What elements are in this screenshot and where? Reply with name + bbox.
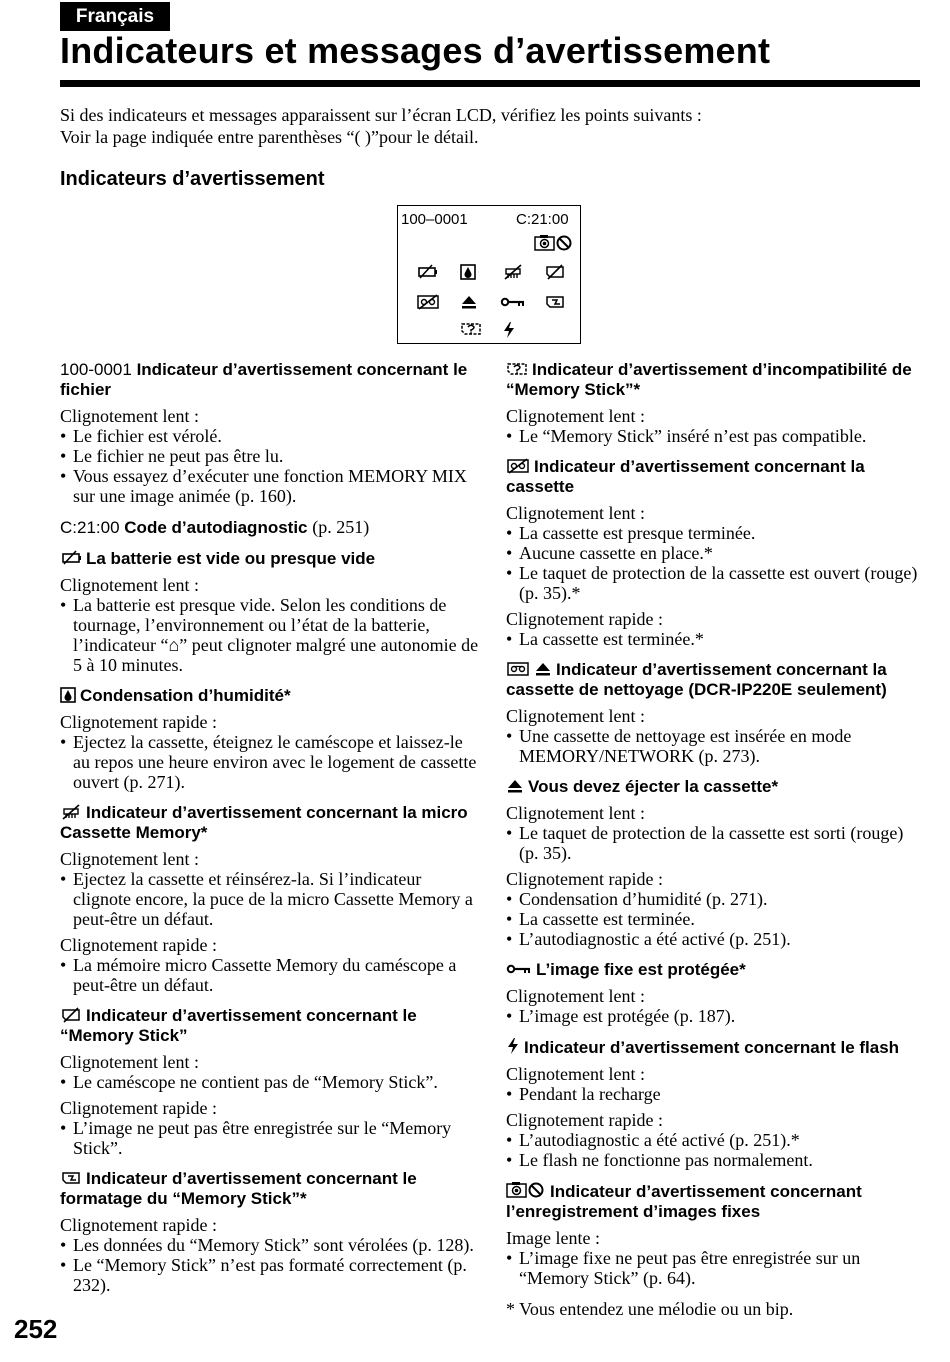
bullet-item: • Ejectez la cassette, éteignez le caméscope et laissez-le au repos une heure environ avec le logement de cassette ouvert (p. 271).: [60, 732, 480, 792]
bullet-list: [60, 1235, 480, 1295]
blink-rate-label: Clignotement lent :: [60, 849, 199, 869]
blink-rate-group: [506, 706, 921, 766]
blink-rate-group: [60, 1052, 480, 1092]
bullet-list: [60, 1072, 480, 1092]
warning-entry: [60, 549, 480, 675]
bullet-list: [506, 523, 921, 603]
bullet-item: • Le taquet de protection de la cassette est ouvert (rouge) (p. 35).*: [506, 563, 921, 603]
blink-rate-group: [506, 609, 921, 649]
bullet-item: • Le caméscope ne contient pas de “Memory Stick”.: [60, 1072, 480, 1092]
warning-entry-title: [506, 457, 921, 497]
cassette-memory-icon: [60, 803, 86, 822]
eject-icon: [506, 777, 528, 796]
cassette-icon: [506, 457, 534, 476]
bullet-list: [60, 732, 480, 792]
language-tag: Français: [60, 2, 170, 31]
warning-entry: [506, 1037, 921, 1170]
bullet-list: [60, 869, 480, 929]
bullet-item: • Le “Memory Stick” inséré n’est pas compatible.: [506, 426, 921, 446]
blink-rate-group: [506, 986, 921, 1026]
bullet-list: [506, 1130, 921, 1170]
blink-rate-group: [506, 406, 921, 446]
bullet-item: • L’image ne peut pas être enregistrée sur le “Memory Stick”.: [60, 1118, 480, 1158]
warning-entry-title: [60, 1006, 480, 1046]
bullet-item: • Les données du “Memory Stick” sont vérolées (p. 128).: [60, 1235, 480, 1255]
entry-title-text: La batterie est vide ou presque vide: [86, 549, 376, 568]
blink-rate-group: [60, 1098, 480, 1158]
blink-rate-label: Clignotement lent :: [60, 575, 199, 595]
blink-rate-group: [60, 935, 480, 995]
warning-entry-title: [60, 686, 480, 706]
right-column: [506, 360, 921, 1319]
bullet-list: [506, 823, 921, 863]
key-icon: [506, 960, 536, 979]
bullet-list: [506, 426, 921, 446]
entry-title-text: Indicateur d’avertissement concernant l’enregistrement d’images fixes: [506, 1182, 862, 1221]
memory-stick-icon: [544, 264, 566, 282]
bullet-item: • Aucune cassette en place.*: [506, 543, 921, 563]
warning-entry: [506, 960, 921, 1026]
blink-rate-label: Clignotement rapide :: [506, 1110, 663, 1130]
blink-rate-group: [60, 712, 480, 792]
bullet-list: [60, 1118, 480, 1158]
bullet-list: [506, 889, 921, 949]
blink-rate-group: [506, 869, 921, 949]
bullet-item: • Le fichier ne peut pas être lu.: [60, 446, 480, 466]
intro-line-2: Voir la page indiquée entre parenthèses “( )”pour le détail.: [60, 127, 479, 147]
entry-title-text: Indicateur d’avertissement concernant la micro Cassette Memory*: [60, 803, 468, 842]
blink-rate-group: [60, 849, 480, 929]
warning-entry: [506, 360, 921, 446]
memory-stick-icon: [60, 1006, 86, 1025]
blink-rate-label: Clignotement lent :: [506, 706, 645, 726]
bullet-list: [506, 726, 921, 766]
memory-stick-incompatible-icon: [460, 321, 482, 339]
bullet-item: • La mémoire micro Cassette Memory du caméscope a peut-être un défaut.: [60, 955, 480, 995]
bullet-item: • Le fichier est vérolé.: [60, 426, 480, 446]
warning-entry-title: [506, 660, 921, 700]
blink-rate-label: Clignotement rapide :: [60, 935, 217, 955]
entry-prefix-code: 100-0001: [60, 360, 132, 379]
key-icon: [500, 294, 526, 312]
blink-rate-label: Clignotement lent :: [506, 406, 645, 426]
bullet-item: • La batterie est presque vide. Selon les conditions de tournage, l’environnement ou l’état de la batterie, l’indicateur “⌂” peut clignoter malgré une autonomie de 5 à 10 minutes.: [60, 595, 480, 675]
warning-entry-title: [506, 1181, 921, 1222]
warning-entry-title: [506, 360, 921, 400]
battery-empty-icon: [416, 264, 438, 282]
warning-entry: [60, 803, 480, 995]
eject-icon: [534, 660, 556, 679]
bullet-list: [506, 629, 921, 649]
entry-prefix-code: C:21:00: [60, 518, 120, 537]
blink-rate-group: [60, 575, 480, 675]
bullet-item: • Ejectez la cassette et réinsérez-la. Si l’indicateur clignote encore, la puce de la micro Cassette Memory a peut-être un défaut.: [60, 869, 480, 929]
blink-rate-group: [60, 406, 480, 506]
warning-entry-title: [506, 1037, 921, 1058]
cassette-memory-icon: [502, 264, 524, 282]
blink-rate-label: Clignotement rapide :: [60, 712, 217, 732]
flash-icon: [506, 1038, 524, 1057]
blink-rate-group: [506, 503, 921, 603]
entry-title-text: Indicateur d’avertissement concernant le flash: [524, 1038, 900, 1057]
bullet-item: • La cassette est terminée.: [506, 909, 921, 929]
bullet-item: • Vous essayez d’exécuter une fonction MEMORY MIX sur une image animée (p. 160).: [60, 466, 480, 506]
bullet-item: • L’autodiagnostic a été activé (p. 251).: [506, 929, 921, 949]
entry-title-text: Vous devez éjecter la cassette*: [528, 777, 779, 796]
screen-self-diagnosis-code: C:21:00: [516, 211, 569, 228]
section-heading: Indicateurs d’avertissement: [60, 168, 325, 190]
entry-title-text: Condensation d’humidité*: [80, 686, 291, 705]
blink-rate-group: [506, 1064, 921, 1104]
entry-title-text: Indicateur d’avertissement d’incompatibilité de “Memory Stick”*: [506, 360, 912, 399]
screen-file-number: 100–0001: [401, 211, 468, 228]
flash-icon: [502, 321, 524, 339]
blink-rate-group: [506, 1110, 921, 1170]
left-column: [60, 360, 480, 1306]
warning-entry: [60, 1006, 480, 1158]
warning-entry: [60, 686, 480, 792]
warning-entry-title: [60, 803, 480, 843]
intro-text: [60, 104, 880, 148]
blink-rate-label: Clignotement rapide :: [60, 1215, 217, 1235]
bullet-list: [506, 1248, 921, 1288]
eject-icon: [460, 294, 482, 312]
page-number: 252: [14, 1314, 58, 1344]
blink-rate-label: Clignotement lent :: [506, 803, 645, 823]
bullet-list: [60, 426, 480, 506]
bullet-list: [506, 1006, 921, 1026]
entry-title-text: L’image fixe est protégée*: [536, 960, 746, 979]
warning-entry: [506, 1181, 921, 1288]
bullet-item: • La cassette est terminée.*: [506, 629, 921, 649]
warning-entry: [506, 777, 921, 949]
blink-rate-group: [506, 1228, 921, 1288]
battery-empty-icon: [60, 549, 86, 568]
cleaning-cassette-icon: [506, 660, 534, 679]
bullet-list: [60, 955, 480, 995]
blink-rate-label: Clignotement lent :: [506, 986, 645, 1006]
cassette-icon: [416, 294, 438, 312]
bullet-item: • Le taquet de protection de la cassette est sorti (rouge) (p. 35).: [506, 823, 921, 863]
footnote: * Vous entendez une mélodie ou un bip.: [506, 1299, 794, 1319]
bullet-item: • Le flash ne fonctionne pas normalement.: [506, 1150, 921, 1170]
blink-rate-group: [506, 803, 921, 863]
bullet-item: • L’autodiagnostic a été activé (p. 251).*: [506, 1130, 921, 1150]
blink-rate-label: Image lente :: [506, 1228, 600, 1248]
entry-title-text: Indicateur d’avertissement concernant la cassette: [506, 457, 865, 496]
bullet-item: • L’image fixe ne peut pas être enregistrée sur un “Memory Stick” (p. 64).: [506, 1248, 921, 1288]
warning-entry-title: [60, 517, 480, 538]
condensation-icon: [460, 264, 482, 282]
lcd-screen-diagram: [397, 205, 581, 344]
blink-rate-group: [60, 1215, 480, 1295]
condensation-icon: [60, 686, 80, 705]
warning-entry-title: [506, 777, 921, 797]
entry-page-ref: (p. 251): [312, 517, 370, 537]
blink-rate-label: Clignotement rapide :: [506, 609, 663, 629]
blink-rate-label: Clignotement rapide :: [60, 1098, 217, 1118]
bullet-list: [60, 595, 480, 675]
title-rule: [60, 80, 920, 87]
blink-rate-label: Clignotement lent :: [506, 503, 645, 523]
intro-line-1: Si des indicateurs et messages apparaissent sur l’écran LCD, vérifiez les points suivants :: [60, 105, 702, 125]
blink-rate-label: Clignotement rapide :: [506, 869, 663, 889]
warning-entry-title: [60, 1169, 480, 1209]
still-record-warning-icon: [534, 234, 574, 252]
bullet-item: • La cassette est presque terminée.: [506, 523, 921, 543]
warning-entry-title: [60, 549, 480, 569]
bullet-item: • Une cassette de nettoyage est insérée en mode MEMORY/NETWORK (p. 273).: [506, 726, 921, 766]
blink-rate-label: Clignotement lent :: [60, 1052, 199, 1072]
memory-stick-incompatible-icon: [506, 360, 532, 379]
warning-entry-title: [60, 360, 480, 400]
warning-entry: [60, 1169, 480, 1295]
entry-title-text: Code d’autodiagnostic: [124, 518, 308, 537]
entry-title-text: Indicateur d’avertissement concernant le formatage du “Memory Stick”*: [60, 1169, 417, 1208]
bullet-item: • Le “Memory Stick” n’est pas formaté correctement (p. 232).: [60, 1255, 480, 1295]
memory-stick-format-icon: [60, 1169, 86, 1188]
memory-stick-format-icon: [544, 294, 566, 312]
warning-entry-title: [506, 960, 921, 980]
entry-title-text: Indicateur d’avertissement concernant le “Memory Stick”: [60, 1006, 417, 1045]
bullet-list: [506, 1084, 921, 1104]
page-title: Indicateurs et messages d’avertissement: [60, 30, 771, 71]
entry-title-text: Indicateur d’avertissement concernant le fichier: [60, 360, 468, 399]
blink-rate-label: Clignotement lent :: [60, 406, 199, 426]
still-record-warning-icon: [506, 1182, 550, 1201]
bullet-item: • Condensation d’humidité (p. 271).: [506, 889, 921, 909]
warning-entry: [506, 457, 921, 649]
warning-entry: [60, 360, 480, 506]
warning-entry: [506, 660, 921, 766]
bullet-item: • Pendant la recharge: [506, 1084, 921, 1104]
warning-entry: [60, 517, 480, 538]
entry-title-text: Indicateur d’avertissement concernant la cassette de nettoyage (DCR-IP220E seulement): [506, 660, 887, 699]
blink-rate-label: Clignotement lent :: [506, 1064, 645, 1084]
bullet-item: • L’image est protégée (p. 187).: [506, 1006, 921, 1026]
